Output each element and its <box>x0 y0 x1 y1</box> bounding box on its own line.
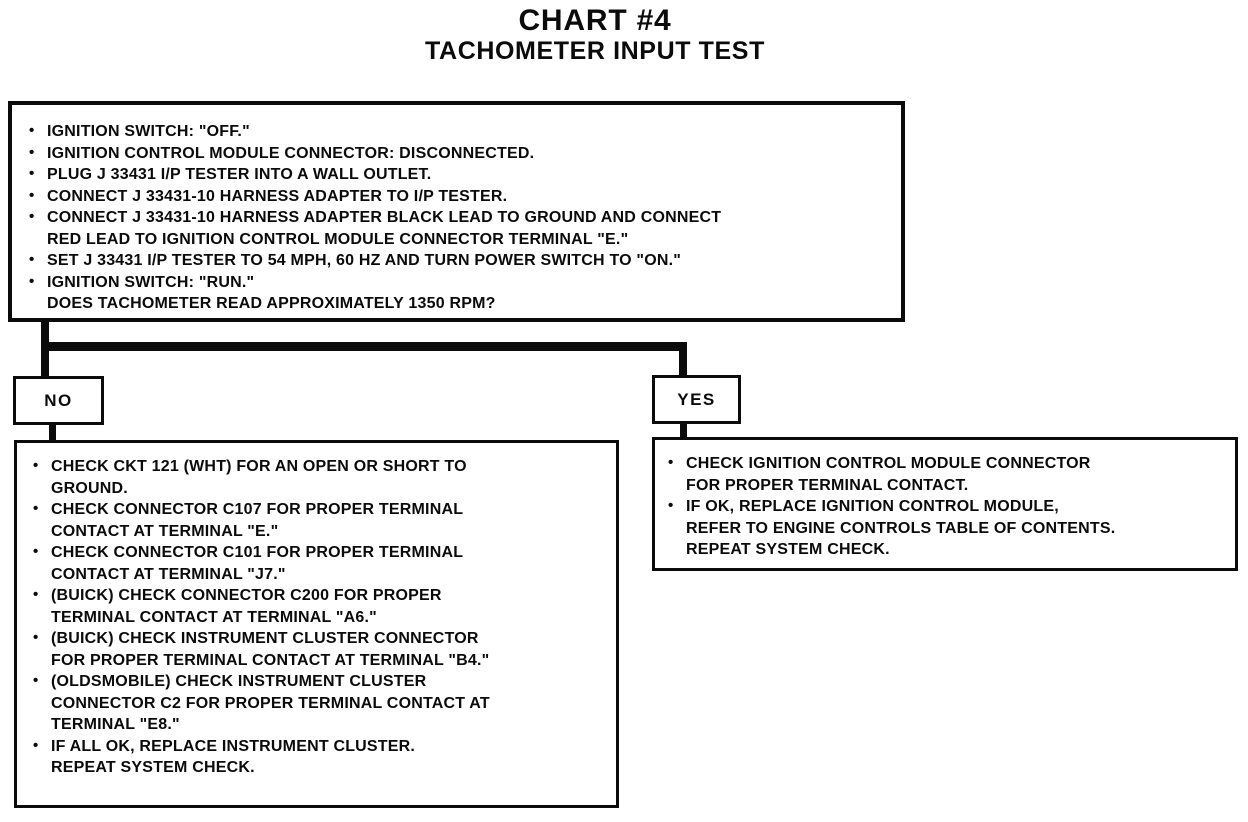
bullet-icon: • <box>33 457 39 474</box>
checklist-line <box>20 542 612 564</box>
checklist-line <box>16 293 897 315</box>
checklist-line <box>20 714 612 736</box>
checklist-text: REFER TO ENGINE CONTROLS TABLE OF CONTENTS. <box>686 519 1116 537</box>
checklist-line <box>20 757 612 779</box>
checklist-text: CONTACT AT TERMINAL "J7." <box>51 565 286 583</box>
checklist-item <box>16 121 897 143</box>
checklist-line <box>16 272 897 294</box>
checklist-text: IGNITION SWITCH: "OFF." <box>47 123 250 140</box>
checklist-line <box>16 207 897 229</box>
checklist-text: IGNITION CONTROL MODULE CONNECTOR: DISCONNECTED. <box>47 144 535 162</box>
bullet-icon: • <box>33 543 39 560</box>
checklist-line <box>20 585 612 607</box>
checklist-line <box>655 539 1231 561</box>
checklist-line <box>20 693 612 715</box>
bullet-icon: • <box>29 251 35 268</box>
checklist-line <box>20 499 612 521</box>
checklist-item <box>16 186 897 208</box>
checklist-line <box>16 186 897 208</box>
checklist-item <box>20 499 612 542</box>
bullet-icon: • <box>668 454 674 471</box>
branch-no-label: NO <box>44 390 73 410</box>
checklist-line <box>655 518 1231 540</box>
checklist-line <box>655 496 1231 518</box>
checklist-item <box>16 250 897 272</box>
checklist-item <box>20 628 612 671</box>
checklist-text: IGNITION SWITCH: "RUN." <box>47 273 255 291</box>
checklist-line <box>20 456 612 478</box>
checklist-item <box>20 585 612 628</box>
checklist-item <box>20 736 612 779</box>
chart-subtitle: TACHOMETER INPUT TEST <box>425 37 765 65</box>
checklist-text: PLUG J 33431 I/P TESTER INTO A WALL OUTLET. <box>47 166 432 183</box>
checklist-line <box>20 607 612 629</box>
checklist-text: CONNECT J 33431-10 HARNESS ADAPTER TO I/P TESTER. <box>47 187 508 205</box>
chart-title: CHART #4 <box>518 4 672 37</box>
checklist-text: CONTACT AT TERMINAL "E." <box>51 522 279 540</box>
checklist-text: FOR PROPER TERMINAL CONTACT. <box>686 476 969 494</box>
checklist-text: CONNECTOR C2 FOR PROPER TERMINAL CONTACT AT <box>51 694 490 712</box>
connector-yes-drop <box>679 342 687 377</box>
bullet-icon: • <box>668 497 674 514</box>
checklist-text: RED LEAD TO IGNITION CONTROL MODULE CONNECTOR TERMINAL "E." <box>47 230 629 248</box>
checklist-text: TERMINAL CONTACT AT TERMINAL "A6." <box>51 608 377 626</box>
no-result-box <box>14 440 619 808</box>
checklist-line <box>20 564 612 586</box>
bullet-icon: • <box>33 586 39 603</box>
checklist-line <box>20 521 612 543</box>
bullet-icon: • <box>29 143 35 161</box>
checklist-line <box>20 736 612 758</box>
bullet-icon: • <box>33 629 39 646</box>
checklist-item <box>655 453 1231 496</box>
checklist-line <box>16 121 897 143</box>
checklist-text: CHECK IGNITION CONTROL MODULE CONNECTOR <box>686 455 1091 472</box>
bullet-icon: • <box>29 208 35 225</box>
bullet-icon: • <box>33 500 39 517</box>
checklist-line <box>16 164 897 186</box>
checklist-text: GROUND. <box>51 479 128 497</box>
checklist-text: (OLDSMOBILE) CHECK INSTRUMENT CLUSTER <box>51 673 427 690</box>
branch-yes-box <box>652 375 741 424</box>
checklist-text: (BUICK) CHECK CONNECTOR C200 FOR PROPER <box>51 587 442 604</box>
checklist-text: SET J 33431 I/P TESTER TO 54 MPH, 60 HZ AND TURN POWER SWITCH TO "ON." <box>47 252 682 269</box>
test-procedure-box <box>8 101 905 322</box>
checklist-text: (BUICK) CHECK INSTRUMENT CLUSTER CONNECTOR <box>51 630 479 647</box>
checklist-line <box>20 478 612 500</box>
checklist-text: CONNECT J 33431-10 HARNESS ADAPTER BLACK LEAD TO GROUND AND CONNECT <box>47 209 722 226</box>
bullet-icon: • <box>29 165 35 182</box>
checklist-text: CHECK CONNECTOR C101 FOR PROPER TERMINAL <box>51 544 464 561</box>
checklist-item <box>16 164 897 186</box>
checklist-text: IF OK, REPLACE IGNITION CONTROL MODULE, <box>686 498 1059 515</box>
checklist-item <box>20 542 612 585</box>
checklist-line <box>20 671 612 693</box>
checklist-text: IF ALL OK, REPLACE INSTRUMENT CLUSTER. <box>51 737 416 755</box>
bullet-icon: • <box>29 186 35 204</box>
checklist-item <box>16 207 897 250</box>
checklist-line <box>655 475 1231 497</box>
checklist-line <box>16 229 897 251</box>
branch-no-box <box>13 376 104 425</box>
bullet-icon: • <box>29 122 35 139</box>
checklist-text: REPEAT SYSTEM CHECK. <box>51 759 255 776</box>
checklist-line <box>16 143 897 165</box>
checklist-text: DOES TACHOMETER READ APPROXIMATELY 1350 RPM? <box>47 295 496 312</box>
bullet-icon: • <box>29 272 35 290</box>
checklist-line <box>20 650 612 672</box>
checklist-text: CHECK CKT 121 (WHT) FOR AN OPEN OR SHORT TO <box>51 458 467 475</box>
checklist-item <box>20 456 612 499</box>
checklist-item <box>655 496 1231 561</box>
checklist-text: REPEAT SYSTEM CHECK. <box>686 541 890 558</box>
connector-branch-bar <box>41 342 687 351</box>
yes-result-box <box>652 437 1238 571</box>
checklist-line <box>20 628 612 650</box>
branch-yes-label: YES <box>677 389 716 409</box>
checklist-text: TERMINAL "E8." <box>51 716 180 733</box>
checklist-line <box>16 250 897 272</box>
checklist-line <box>655 453 1231 475</box>
checklist-text: CHECK CONNECTOR C107 FOR PROPER TERMINAL <box>51 501 464 518</box>
checklist-text: FOR PROPER TERMINAL CONTACT AT TERMINAL "B4." <box>51 651 490 669</box>
checklist-item <box>16 293 897 315</box>
checklist-item <box>20 671 612 736</box>
checklist-item <box>16 143 897 165</box>
checklist-item <box>16 272 897 294</box>
bullet-icon: • <box>33 736 39 754</box>
bullet-icon: • <box>33 672 39 689</box>
chart-title-block <box>0 4 1190 65</box>
